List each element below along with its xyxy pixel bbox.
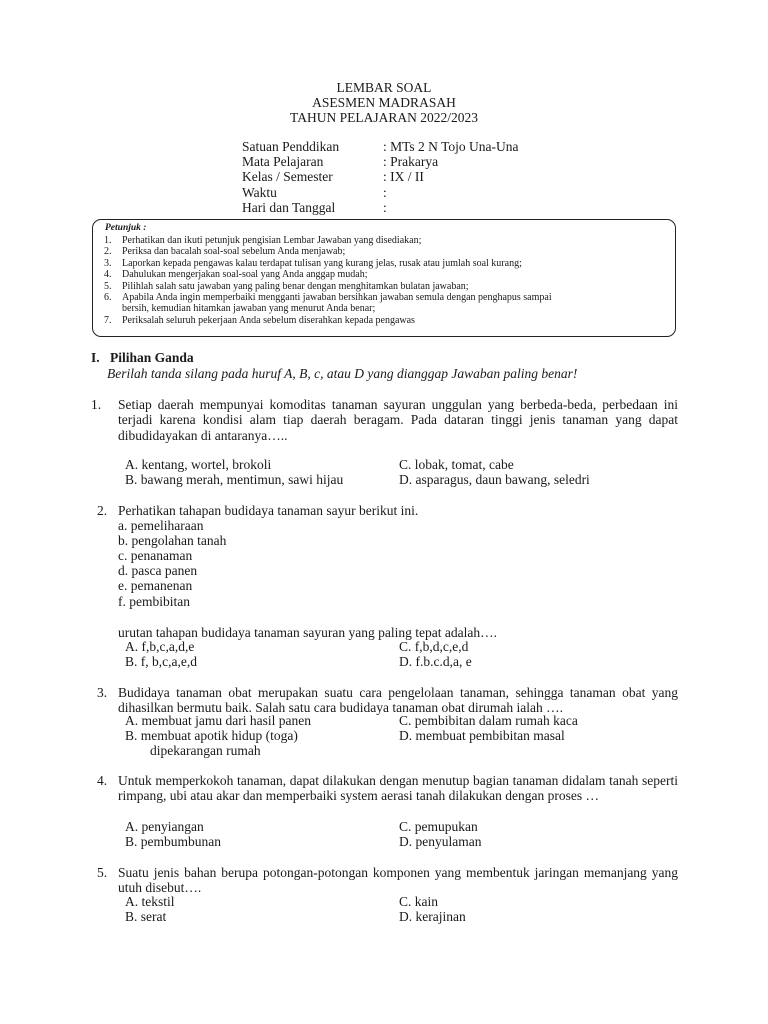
question-3-option-a[interactable]: A. membuat jamu dari hasil panen xyxy=(125,713,311,728)
instruction-number: 7. xyxy=(104,314,112,326)
question-4-option-d[interactable]: D. penyulaman xyxy=(399,834,482,849)
question-5-option-b[interactable]: B. serat xyxy=(125,909,167,924)
question-2-step: b. pengolahan tanah xyxy=(118,533,227,548)
question-3-option-b-continuation: dipekarangan rumah xyxy=(150,743,261,758)
question-1-option-b[interactable]: B. bawang merah, mentimun, sawi hijau xyxy=(125,472,344,487)
question-2-option-c[interactable]: C. f,b,d,c,e,d xyxy=(399,639,469,654)
section-number: I. xyxy=(91,350,100,365)
instruction-text: Pilihlah salah satu jawaban yang paling benar dengan menghitamkan bulatan jawaban; xyxy=(122,280,469,292)
question-5-option-a[interactable]: A. tekstil xyxy=(125,894,175,909)
instruction-item xyxy=(104,246,670,257)
instructions-box xyxy=(92,219,676,337)
question-2-option-d[interactable]: D. f.b.c.d,a, e xyxy=(399,654,472,669)
instruction-text: Apabila Anda ingin memperbaiki mengganti jawaban bersihkan jawaban semula dengan penghapus sampai xyxy=(122,292,552,304)
instruction-text: bersih, kemudian hitamkan jawaban yang menurut Anda benar; xyxy=(122,303,376,315)
instruction-item xyxy=(104,235,670,246)
instruction-text: Periksalah seluruh pekerjaan Anda sebelum diserahkan kepada pengawas xyxy=(122,314,415,326)
instruction-text: Laporkan kepada pengawas kalau terdapat tulisan yang kurang jelas, rusak atau jumlah soal kurang; xyxy=(122,257,522,269)
question-4-text: Untuk memperkokoh tanaman, dapat dilakukan dengan menutup bagian tanaman didalam tanah seperti rimpang, ubi atau akar dan memperbaiki system aerasi tanah dilakukan dengan proses … xyxy=(118,773,678,804)
info-label: Waktu xyxy=(242,184,277,200)
title-line-3: TAHUN PELAJARAN 2022/2023 xyxy=(290,110,478,125)
question-2-option-a[interactable]: A. f,b,c,a,d,e xyxy=(125,639,195,654)
info-value: : xyxy=(383,184,387,200)
question-5-option-c[interactable]: C. kain xyxy=(399,894,438,909)
instruction-number: 3. xyxy=(104,257,112,269)
instruction-text: Perhatikan dan ikuti petunjuk pengisian Lembar Jawaban yang disediakan; xyxy=(122,235,422,246)
info-value: : IX / II xyxy=(383,169,424,185)
question-4-option-b[interactable]: B. pembumbunan xyxy=(125,834,221,849)
info-label: Satuan Penddikan xyxy=(242,139,340,154)
question-5-number: 5. xyxy=(97,865,108,880)
question-2-step: e. pemanenan xyxy=(118,578,193,593)
section-instruction: Berilah tanda silang pada huruf A, B, c, atau D yang dianggap Jawaban paling benar! xyxy=(107,366,578,381)
question-4-option-c[interactable]: C. pemupukan xyxy=(399,819,478,834)
instruction-number: 4. xyxy=(104,269,112,281)
question-3-number: 3. xyxy=(97,685,108,700)
instruction-item xyxy=(104,281,670,292)
instructions-title: Petunjuk : xyxy=(105,223,147,233)
question-1-number: 1. xyxy=(91,397,102,412)
title-line-1: LEMBAR SOAL xyxy=(336,80,432,95)
question-3-text: Budidaya tanaman obat merupakan suatu cara pengelolaan tanaman, sehingga tanaman obat yang dihasilkan bermutu baik. Salah satu cara budidaya tanaman obat dirumah ialah …. xyxy=(118,685,678,716)
instruction-item xyxy=(104,258,670,269)
question-5-option-d[interactable]: D. kerajinan xyxy=(399,909,466,924)
title-line-2: ASESMEN MADRASAH xyxy=(312,95,456,110)
question-3-option-b[interactable]: B. membuat apotik hidup (toga) xyxy=(125,728,298,743)
instruction-number: 5. xyxy=(104,280,112,292)
question-2-option-b[interactable]: B. f, b,c,a,e,d xyxy=(125,654,197,669)
question-2-step: c. penanaman xyxy=(118,548,193,563)
question-1-option-c[interactable]: C. lobak, tomat, cabe xyxy=(399,457,514,472)
instruction-number: 1. xyxy=(104,235,112,246)
question-2-number: 2. xyxy=(97,503,108,518)
instruction-number: 2. xyxy=(104,246,112,258)
question-2-step: d. pasca panen xyxy=(118,563,198,578)
info-value: : MTs 2 N Tojo Una-Una xyxy=(383,139,519,154)
info-value: : Prakarya xyxy=(383,154,439,170)
question-3-option-c[interactable]: C. pembibitan dalam rumah kaca xyxy=(399,713,578,728)
question-4-number: 4. xyxy=(97,773,108,788)
info-label: Hari dan Tanggal xyxy=(242,199,336,215)
instruction-item-continuation xyxy=(104,303,670,314)
question-2-step: a. pemeliharaan xyxy=(118,518,204,533)
instruction-text: Dahulukan mengerjakan soal-soal yang Anda anggap mudah; xyxy=(122,269,368,281)
question-1-option-a[interactable]: A. kentang, wortel, brokoli xyxy=(125,457,272,472)
question-1-option-d[interactable]: D. asparagus, daun bawang, seledri xyxy=(399,472,590,487)
instructions-list xyxy=(104,235,670,326)
document-header xyxy=(0,80,768,125)
section-title: Pilihan Ganda xyxy=(110,350,194,365)
question-2-step: f. pembibitan xyxy=(118,594,190,609)
section-heading xyxy=(91,350,194,366)
instruction-item xyxy=(104,269,670,280)
question-2-followup: urutan tahapan budidaya tanaman sayuran yang paling tepat adalah…. xyxy=(118,625,497,640)
instruction-number: 6. xyxy=(104,292,112,304)
question-3-option-d[interactable]: D. membuat pembibitan masal xyxy=(399,728,565,743)
question-2-text: Perhatikan tahapan budidaya tanaman sayur berikut ini. xyxy=(118,503,419,518)
instruction-text: Periksa dan bacalah soal-soal sebelum Anda menjawab; xyxy=(122,246,346,258)
question-5-text: Suatu jenis bahan berupa potongan-potongan komponen yang membentuk jaringan memanjang yang utuh disebut…. xyxy=(118,865,678,896)
info-value: : xyxy=(383,199,387,215)
question-4-option-a[interactable]: A. penyiangan xyxy=(125,819,204,834)
info-label: Mata Pelajaran xyxy=(242,154,324,170)
question-1-text: Setiap daerah mempunyai komoditas tanaman sayuran unggulan yang berbeda-beda, perbedaan ini terjadi karena kondisi alam tiap daerah beragam. Pada dataran tinggi jenis tanaman yang dapat dibudidayakan di antaranya….. xyxy=(118,397,678,443)
info-label: Kelas / Semester xyxy=(242,169,333,185)
instruction-item xyxy=(104,315,670,326)
instruction-item xyxy=(104,292,670,303)
